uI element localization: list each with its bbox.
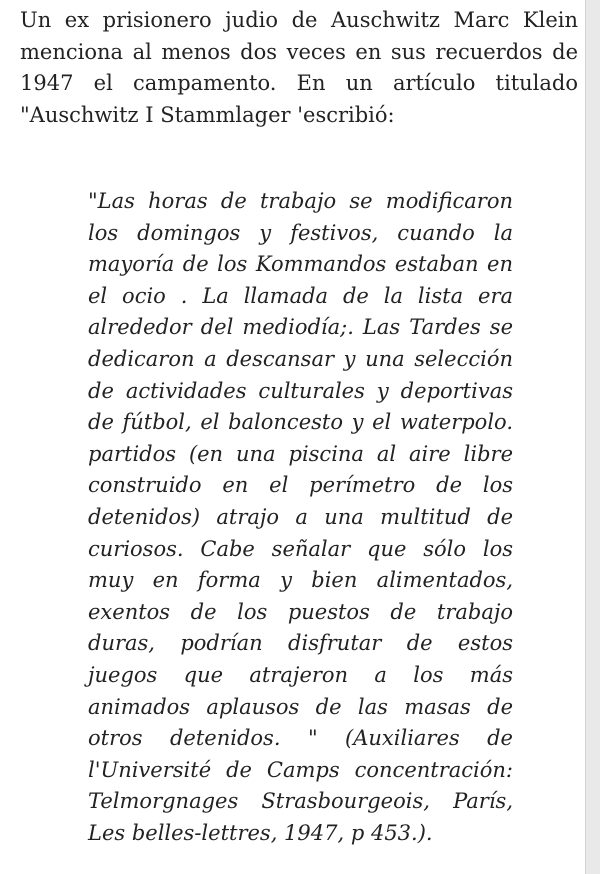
quote-line: de actividades culturales y deportivas	[88, 378, 513, 403]
quote-line: Telmorgnages Strasbourgeois, París,	[88, 789, 513, 814]
quote-block	[88, 186, 513, 849]
intro-line: 1947 el campamento. En un artículo titulado	[20, 71, 578, 95]
quote-line: mayoría de los Kommandos estaban en	[88, 252, 513, 277]
quote-line: l'Université de Camps concentración:	[88, 757, 513, 782]
quote-line: dedicaron a descansar y una selección	[88, 346, 513, 371]
quote-line: partidos (en una piscina al aire libre	[88, 441, 513, 466]
quote-line: animados aplausos de las masas de	[88, 694, 513, 719]
quote-line: Les belles-lettres, 1947, p 453.).	[88, 820, 433, 845]
intro-line: Un ex prisionero judio de Auschwitz Marc Klein	[20, 8, 578, 32]
quote-line: "Las horas de trabajo se modificaron	[88, 189, 513, 213]
quote-line: juegos que atrajeron a los más	[88, 662, 513, 687]
quote-line: detenidos) atrajo a una multitud de	[88, 504, 513, 529]
quote-line: exentos de los puestos de trabajo	[88, 599, 513, 624]
quote-line: otros detenidos. " (Auxiliares de	[88, 726, 513, 751]
quote-line: duras, podrían disfrutar de estos	[88, 631, 513, 656]
quote-line: muy en forma y bien alimentados,	[88, 568, 513, 593]
intro-paragraph	[20, 5, 578, 131]
quote-line: construido en el perímetro de los	[88, 473, 513, 498]
intro-line: menciona al menos dos veces en sus recuerdos de	[20, 39, 578, 64]
intro-line: "Auschwitz I Stammlager 'escribió:	[20, 102, 395, 127]
quote-line: alrededor del mediodía;. Las Tardes se	[88, 315, 513, 340]
quote-line: los domingos y festivos, cuando la	[88, 220, 513, 245]
quote-line: de fútbol, el baloncesto y el waterpolo.	[88, 410, 513, 435]
quote-line: curiosos. Cabe señalar que sólo los	[88, 536, 513, 561]
quote-line: el ocio . La llamada de la lista era	[88, 283, 513, 308]
